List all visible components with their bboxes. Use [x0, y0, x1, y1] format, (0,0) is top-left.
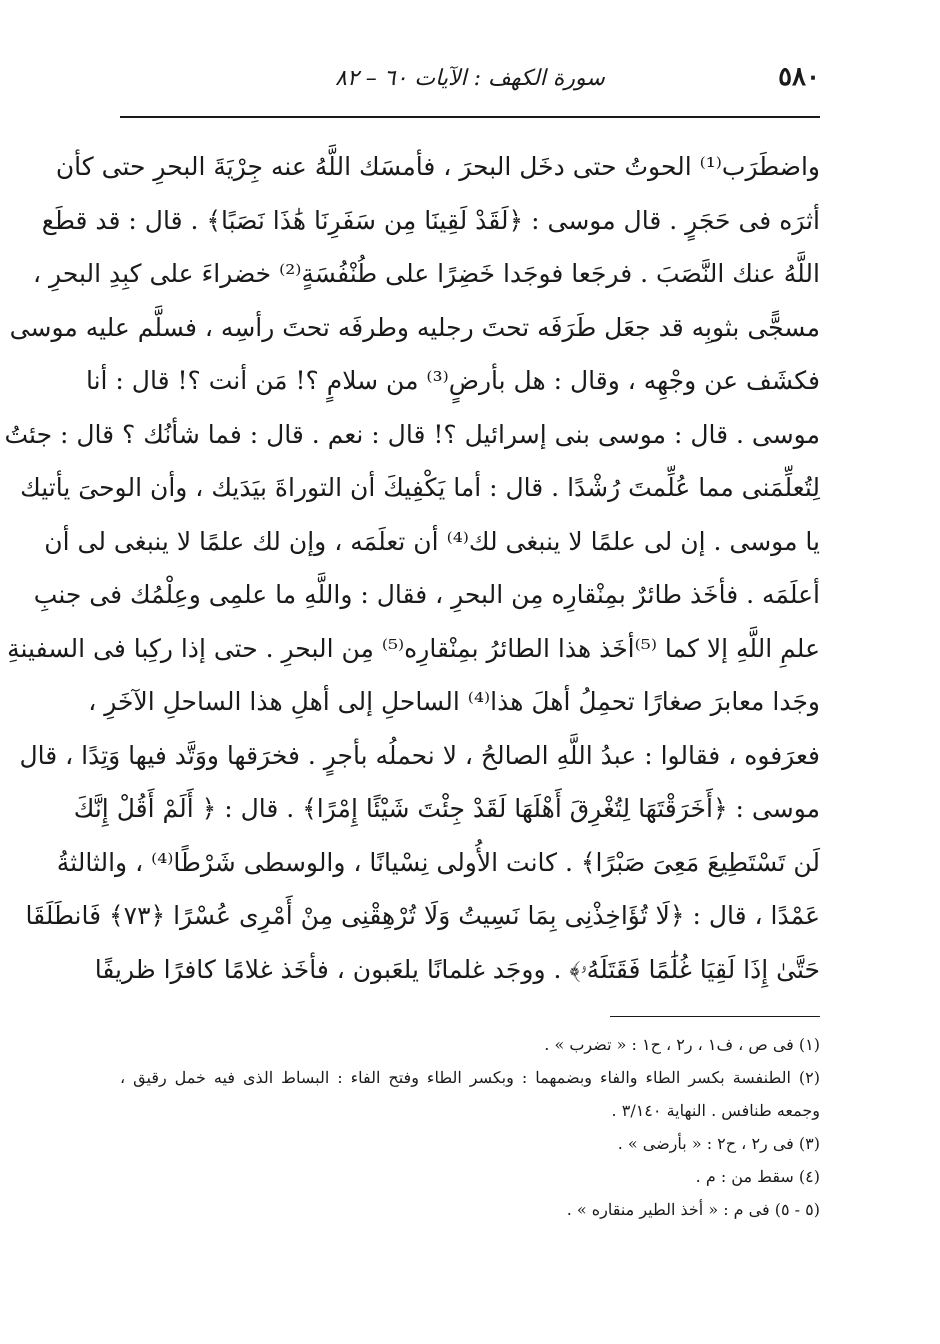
page-number: ٥٨٠: [778, 62, 820, 92]
running-title: سورة الكهف : الآيات ٦٠ – ٨٢: [335, 66, 605, 91]
header-rule: [120, 116, 820, 118]
text-line: فعرَفوه ، فقالوا : عبدُ اللَّهِ الصالحُ ، لا نحملُه بأجرٍ . فخرَقها ووَتَّد فيها وَتِدًا ، قال: [19, 740, 820, 770]
text-line: مسجًّى بثوبِه قد جعَل طَرَفَه تحتَ رجليه وطرفَه تحتَ رأسِه ، فسلَّم عليه موسى: [9, 312, 820, 342]
text-line: وجَدا معابرَ صغارًا تحمِلُ أهلَ هذا⁽⁴⁾ الساحلِ إلى أهلِ هذا الساحلِ الآخَرِ ،: [88, 687, 820, 716]
footnote: (٣) فى ر٢ ، ح٢ : « بأرضى » .: [617, 1134, 820, 1153]
text-line: حَتَّىٰ إِذَا لَقِيَا غُلَٰمًا فَقَتَلَهُۥ﴾ . ووجَد غلمانًا يلعَبون ، فأخَذ غلامًا كافرًا ظريفًا: [94, 954, 820, 984]
text-line: أثرَه فى حَجَرٍ . قال موسى : ﴿لَقَدْ لَقِينَا مِن سَفَرِنَا هَٰذَا نَصَبًا﴾ . قال : قد قطَع: [41, 205, 820, 235]
footnote: (١) فى ص ، ف١ ، ر٢ ، ح١ : « تضرب » .: [544, 1035, 820, 1054]
text-line: لَن تَسْتَطِيعَ مَعِىَ صَبْرًا﴾ . كانت الأُولى نِسْيانًا ، والوسطى شَرْطًا⁽⁴⁾ ، والثالثةُ: [56, 847, 820, 877]
footnote-rule: [610, 1016, 820, 1017]
text-line: يا موسى . إن لى علمًا لا ينبغى لك⁽⁴⁾ أن تعلَمَه ، وإن لك علمًا لا ينبغى لى أن: [44, 526, 820, 556]
text-line: لِتُعلِّمَنى مما عُلِّمتَ رُشْدًا . قال : أما يَكْفِيكَ أن التوراةَ بيَدَيك ، وأن الوحىَ يأتيك: [20, 473, 820, 502]
footnote-continuation: وجمعه طنافس . النهاية ٣/١٤٠ .: [611, 1101, 820, 1120]
text-line: اللَّهُ عنك النَّصَبَ . فرجَعا فوجَدا خَضِرًا على طُنْفُسَةٍ⁽²⁾ خضراءَ على كبِدِ البحرِ ،: [33, 259, 820, 288]
footnote: (٤) سقط من : م .: [695, 1167, 820, 1186]
text-line: عَمْدًا ، قال : ﴿لَا تُؤَاخِذْنِى بِمَا نَسِيتُ وَلَا تُرْهِقْنِى مِنْ أَمْرِى عُسْرًا ﴿٧٣﴾ فَانطَلَقَا: [25, 901, 820, 930]
page-header: [120, 60, 820, 100]
footnote: (٢) الطنفسة بكسر الطاء والفاء وبضمهما : وبكسر الطاء وفتح الفاء : البساط الذى فيه خمل رقيق ،: [120, 1068, 820, 1087]
footnotes: [120, 1028, 820, 1226]
footnote: (٥ - ٥) فى م : « أخذ الطير منقاره » .: [566, 1200, 820, 1219]
text-line: علمِ اللَّهِ إلا كما ⁽⁵⁾أخَذ هذا الطائرُ بمِنْقارِه⁽⁵⁾ مِن البحرِ . حتى إذا ركِبا فى السفينةِ: [7, 633, 820, 663]
text-line: موسى : ﴿أَخَرَقْتَهَا لِتُغْرِقَ أَهْلَهَا لَقَدْ جِئْتَ شَيْئًا إِمْرًا﴾ . قال : ﴿ أَلَمْ أَقُلْ إِنَّكَ: [73, 794, 820, 823]
text-line: موسى . قال : موسى بنى إسرائيل ؟! قال : نعم . قال : فما شأنُك ؟ قال : جئتُ: [4, 419, 820, 449]
text-line: أعلَمَه . فأخَذ طائرٌ بمِنْقارِه مِن البحرِ ، فقال : واللَّهِ ما علمِى وعِلْمُك فى جنبِ: [33, 580, 820, 609]
main-text: [4, 140, 820, 996]
text-line: واضطَرَب⁽¹⁾ الحوتُ حتى دخَل البحرَ ، فأمسَك اللَّهُ عنه جِرْيَةَ البحرِ حتى كأن: [55, 152, 820, 181]
text-line: فكشَف عن وجْهِه ، وقال : هل بأرضٍ⁽³⁾ من سلامٍ ؟! مَن أنت ؟! قال : أنا: [85, 366, 820, 395]
